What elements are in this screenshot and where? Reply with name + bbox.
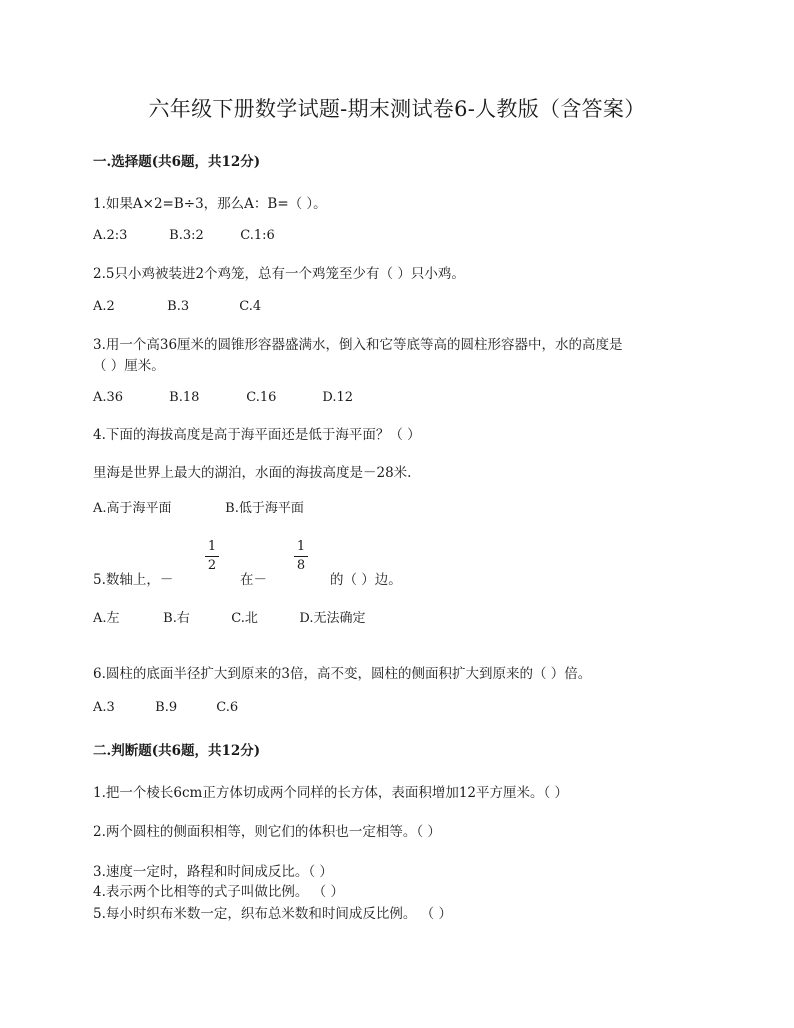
question-1-options [93,228,275,243]
tf-item-3: 3.速度一定时，路程和时间成反比。（ ） [93,864,333,880]
option-b: B.18 [169,390,200,405]
option-c: C.16 [246,390,277,405]
option-a: A.高于海平面 [93,501,172,516]
tf-item-1: 1.把一个棱长6cm正方体切成两个同样的长方体，表面积增加12平方厘米。（ ） [93,785,569,801]
question-2-options [93,299,261,314]
question-4-options [93,497,304,516]
question-5-prefix: 5.数轴上，－ [93,572,174,588]
option-b: B.低于海平面 [225,501,304,516]
question-4-text: 4.下面的海拔高度是高于海平面还是低于海平面？（ ） [93,427,421,443]
section-heading-true-false: 二.判断题(共6题，共12分) [93,743,261,759]
option-d: D.12 [322,390,354,405]
option-a: A.3 [93,700,115,715]
option-b: B.3 [167,299,190,314]
tf-item-2: 2.两个圆柱的侧面积相等，则它们的体积也一定相等。（ ） [93,824,441,840]
option-a: A.左 [93,611,120,626]
question-4-subtext: 里海是世界上最大的湖泊，水面的海拔高度是－28米. [93,465,412,481]
option-a: A.2 [93,299,115,314]
fraction-one-eighth: 1 8 [294,540,308,573]
question-5-options [93,607,366,626]
question-2-text: 2.5只小鸡被装进2个鸡笼，总有一个鸡笼至少有（ ）只小鸡。 [93,266,465,282]
section-heading-choice: 一.选择题(共6题，共12分) [93,154,261,170]
question-6-options [93,700,238,715]
option-b: B.9 [155,700,178,715]
fraction-one-half: 1 2 [205,540,219,573]
tf-item-5: 5.每小时织布米数一定，织布总米数和时间成反比例。 （ ） [93,906,452,922]
question-3-text-line1: 3.用一个高36厘米的圆锥形容器盛满水，倒入和它等底等高的圆柱形容器中，水的高度是 [93,337,623,353]
question-3-options [93,390,353,405]
option-c: C.6 [216,700,239,715]
option-a: A.2:3 [93,228,128,243]
option-d: D.无法确定 [299,611,366,626]
question-3-text-line2: （ ）厘米。 [93,358,165,374]
option-b: B.3:2 [169,228,204,243]
question-1-text: 1.如果A×2=B÷3，那么A：B=（ ）。 [93,196,327,212]
option-a: A.36 [93,390,124,405]
option-c: C.北 [231,611,258,626]
option-c: C.1:6 [240,228,275,243]
question-6-text: 6.圆柱的底面半径扩大到原来的3倍，高不变，圆柱的侧面积扩大到原来的（ ）倍。 [93,666,592,682]
option-c: C.4 [239,299,262,314]
question-5-middle: 在－ [240,572,267,588]
tf-item-4: 4.表示两个比相等的式子叫做比例。 （ ） [93,884,344,900]
option-b: B.右 [163,611,190,626]
question-5-suffix: 的（ ）边。 [330,572,402,588]
page-title: 六年级下册数学试题-期末测试卷6-人教版（含答案） [148,97,646,121]
